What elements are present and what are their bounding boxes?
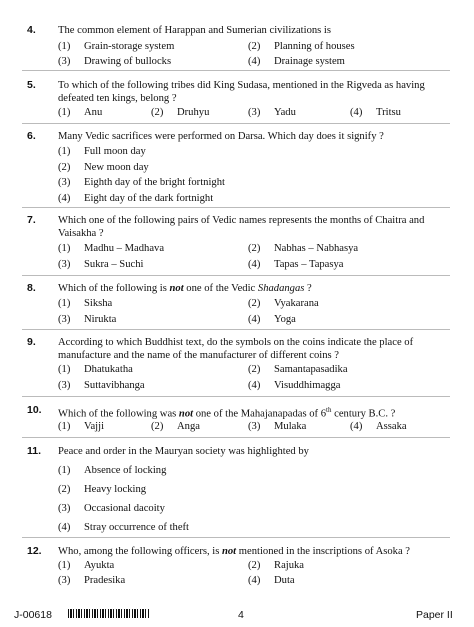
option-1: (1) Grain-storage system — [58, 41, 175, 52]
option-4: (4) Tapas – Tapasya — [248, 259, 344, 270]
option-2: (2) Anga — [151, 421, 200, 432]
option-4: (4) Tritsu — [350, 107, 401, 118]
option-3: (3) Pradesika — [58, 575, 126, 586]
question-number: 11. — [27, 445, 42, 457]
barcode — [68, 609, 150, 618]
question-text: To which of the following tribes did King Sudasa, mentioned in the Rigveda as having defeated ten kings, belong ? — [58, 80, 425, 104]
option-2: (2) Rajuka — [248, 560, 305, 571]
option-2: (2) Nabhas – Nabhasya — [248, 243, 359, 254]
question-number: 5. — [27, 79, 36, 91]
question-number: 9. — [27, 336, 36, 348]
option-1: (1) Full moon day — [58, 146, 146, 157]
question-number: 8. — [27, 282, 36, 294]
option-3: (3) Sukra – Suchi — [58, 259, 144, 270]
question-text: The common element of Harappan and Sumerian civilizations is — [58, 25, 332, 36]
option-4: (4) Eight day of the dark fortnight — [58, 193, 214, 204]
option-4: (4) Yoga — [248, 314, 296, 325]
question-text: According to which Buddhist text, do the symbols on the coins indicate the place of manufacture and the name of the manufacturer of different coins ? — [58, 337, 414, 361]
option-3: (3) Drawing of bullocks — [58, 56, 172, 67]
option-3: (3) Mulaka — [248, 421, 307, 432]
option-3: (3) Occasional dacoity — [58, 503, 165, 514]
question-text: Which one of the following pairs of Vedic names represents the months of Chaitra and Vaisakha ? — [58, 215, 425, 239]
question-number: 10. — [27, 404, 42, 416]
option-4: (4) Assaka — [350, 421, 407, 432]
option-1: (1) Siksha — [58, 298, 113, 309]
separator — [22, 275, 450, 276]
question-text: Who, among the following officers, is not mentioned in the inscriptions of Asoka ? — [58, 546, 411, 557]
separator — [22, 537, 450, 538]
option-4: (4) Visuddhimagga — [248, 380, 341, 391]
page-number: 4 — [238, 609, 244, 621]
option-2: (2) Vyakarana — [248, 298, 319, 309]
option-1: (1) Dhatukatha — [58, 364, 133, 375]
option-2: (2) New moon day — [58, 162, 149, 173]
question-number: 6. — [27, 130, 36, 142]
separator — [22, 207, 450, 208]
option-4: (4) Stray occurrence of theft — [58, 522, 190, 533]
option-4: (4) Drainage system — [248, 56, 345, 67]
question-number: 12. — [27, 545, 42, 557]
separator — [22, 437, 450, 438]
question-text: Which of the following is not one of the Vedic Shadangas ? — [58, 283, 312, 294]
option-3: (3) Yadu — [248, 107, 296, 118]
exam-code: J-00618 — [14, 609, 52, 621]
option-2: (2) Heavy locking — [58, 484, 147, 495]
option-1: (1) Madhu – Madhava — [58, 243, 165, 254]
option-1: (1) Ayukta — [58, 560, 115, 571]
question-number: 7. — [27, 214, 36, 226]
option-4: (4) Duta — [248, 575, 295, 586]
option-3: (3) Eighth day of the bright fortnight — [58, 177, 225, 188]
option-2: (2) Druhyu — [151, 107, 210, 118]
option-1: (1) Vajji — [58, 421, 105, 432]
question-number: 4. — [27, 24, 36, 36]
question-text: Peace and order in the Mauryan society was highlighted by — [58, 446, 309, 457]
question-text: Many Vedic sacrifices were performed on Darsa. Which day does it signify ? — [58, 131, 384, 142]
separator — [22, 123, 450, 124]
question-text: Which of the following was not one of the Mahajanapadas of 6th century B.C. ? — [58, 406, 396, 420]
separator — [22, 70, 450, 71]
option-2: (2) Planning of houses — [248, 41, 355, 52]
option-3: (3) Suttavibhanga — [58, 380, 145, 391]
option-2: (2) Samantapasadika — [248, 364, 348, 375]
separator — [22, 329, 450, 330]
option-1: (1) Absence of locking — [58, 465, 167, 476]
paper-label: Paper II — [416, 609, 453, 621]
option-3: (3) Nirukta — [58, 314, 117, 325]
separator — [22, 396, 450, 397]
option-1: (1) Anu — [58, 107, 103, 118]
